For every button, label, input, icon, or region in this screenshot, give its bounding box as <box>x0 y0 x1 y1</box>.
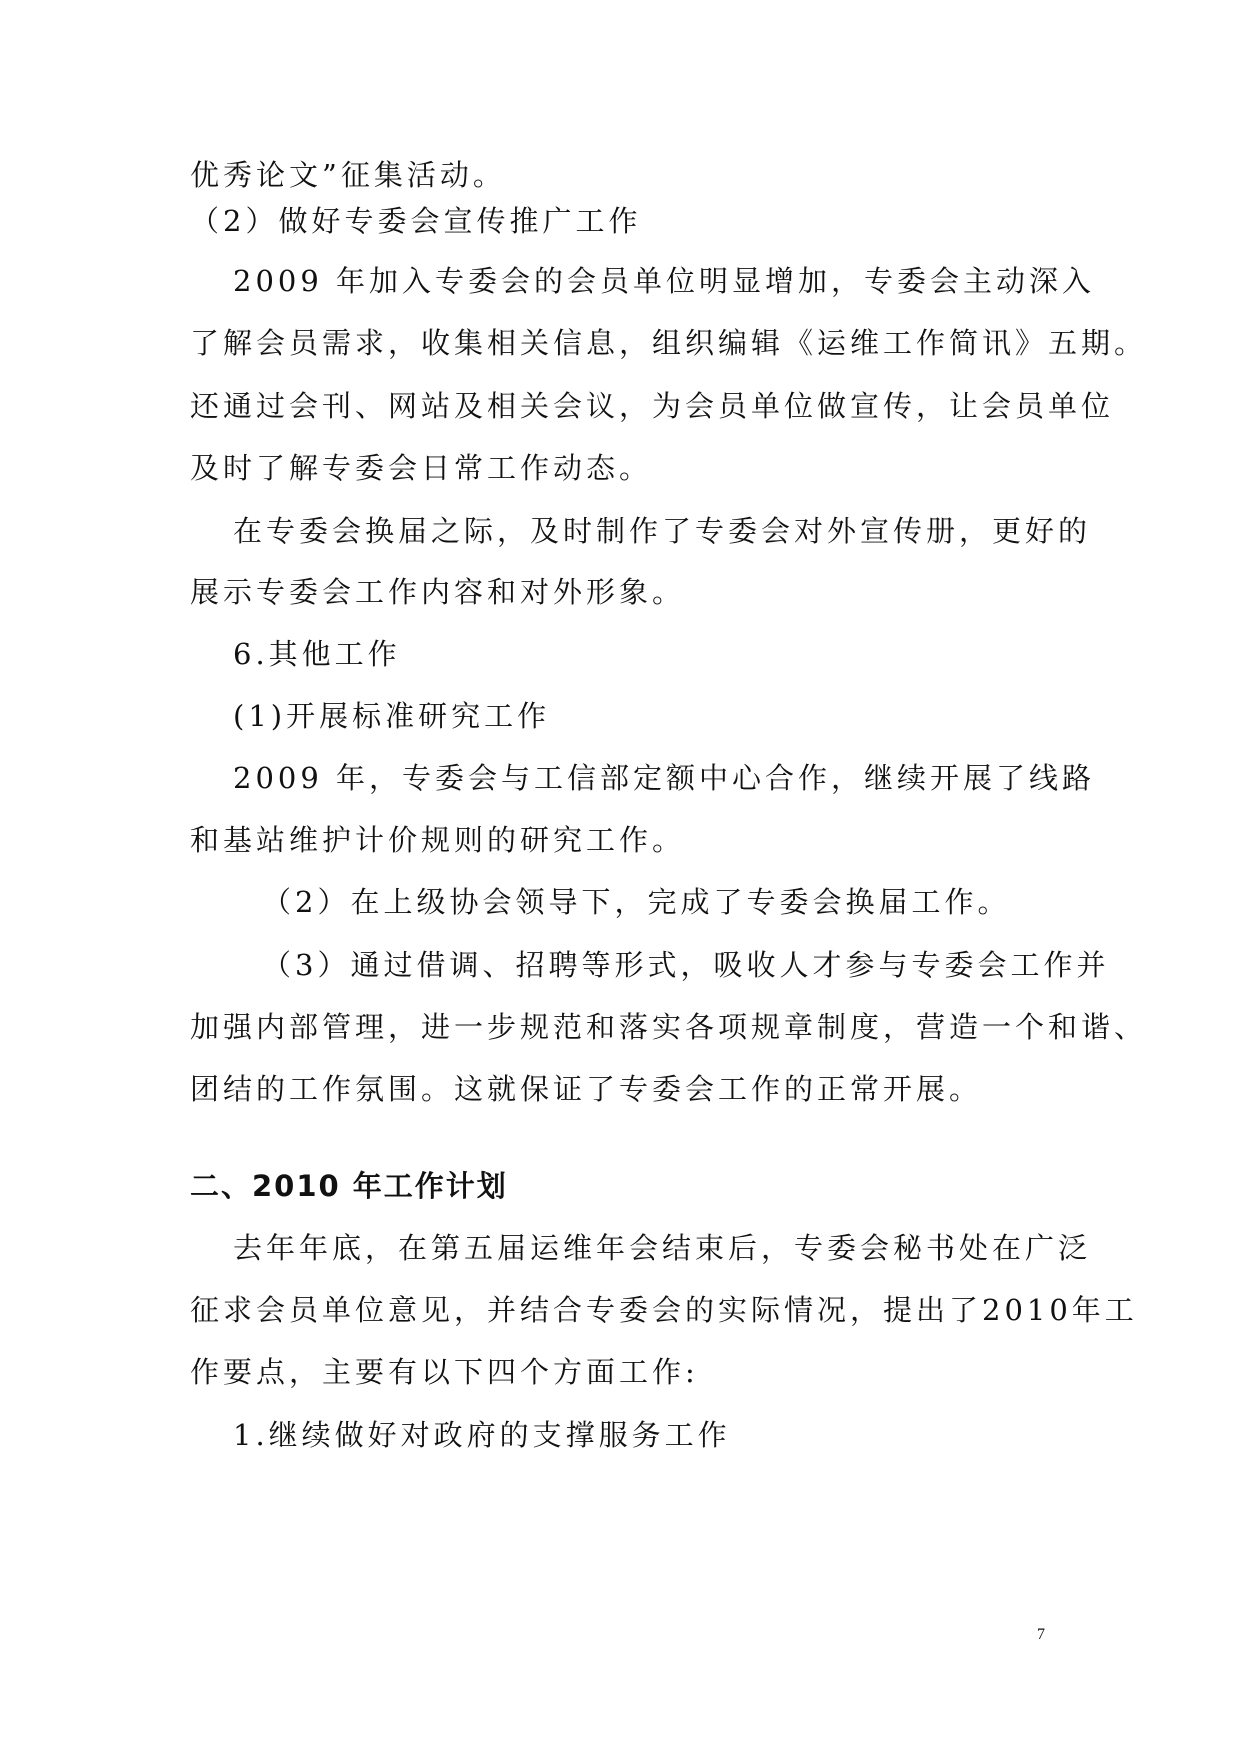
paragraph-line: 了解会员需求，收集相关信息，组织编辑《运维工作简讯》五期。 <box>190 326 1148 360</box>
paragraph-line: 2009 年，专委会与工信部定额中心合作，继续开展了线路 <box>233 761 1096 795</box>
paragraph-line: （2）在上级协会领导下，完成了专委会换届工作。 <box>262 885 1011 919</box>
paragraph-line: 展示专委会工作内容和对外形象。 <box>190 575 686 609</box>
paragraph-line: 加强内部管理，进一步规范和落实各项规章制度，营造一个和谐、 <box>190 1010 1148 1044</box>
paragraph-line: 团结的工作氛围。这就保证了专委会工作的正常开展。 <box>190 1072 983 1106</box>
subheading-line: 1.继续做好对政府的支撑服务工作 <box>233 1418 731 1452</box>
paragraph-line: 2009 年加入专委会的会员单位明显增加，专委会主动深入 <box>233 264 1096 298</box>
page-number: 7 <box>1037 1626 1045 1643</box>
paragraph-line: （3）通过借调、招聘等形式，吸收人才参与专委会工作并 <box>262 948 1110 982</box>
subheading-line: 6.其他工作 <box>233 637 401 671</box>
subheading-line: （2）做好专委会宣传推广工作 <box>190 204 642 238</box>
paragraph-line: 征求会员单位意见，并结合专委会的实际情况，提出了2010年工 <box>190 1293 1138 1327</box>
paragraph-line: 优秀论文”征集活动。 <box>190 158 506 192</box>
paragraph-line: 去年年底，在第五届运维年会结束后，专委会秘书处在广泛 <box>233 1231 1092 1265</box>
subheading-line: (1)开展标准研究工作 <box>233 699 551 733</box>
paragraph-line: 和基站维护计价规则的研究工作。 <box>190 823 686 857</box>
paragraph-line: 作要点，主要有以下四个方面工作: <box>190 1355 699 1389</box>
paragraph-line: 及时了解专委会日常工作动态。 <box>190 451 653 485</box>
section-heading: 二、2010 年工作计划 <box>190 1169 508 1203</box>
paragraph-line: 还通过会刊、网站及相关会议，为会员单位做宣传，让会员单位 <box>190 389 1115 423</box>
paragraph-line: 在专委会换届之际，及时制作了专委会对外宣传册，更好的 <box>233 514 1092 548</box>
